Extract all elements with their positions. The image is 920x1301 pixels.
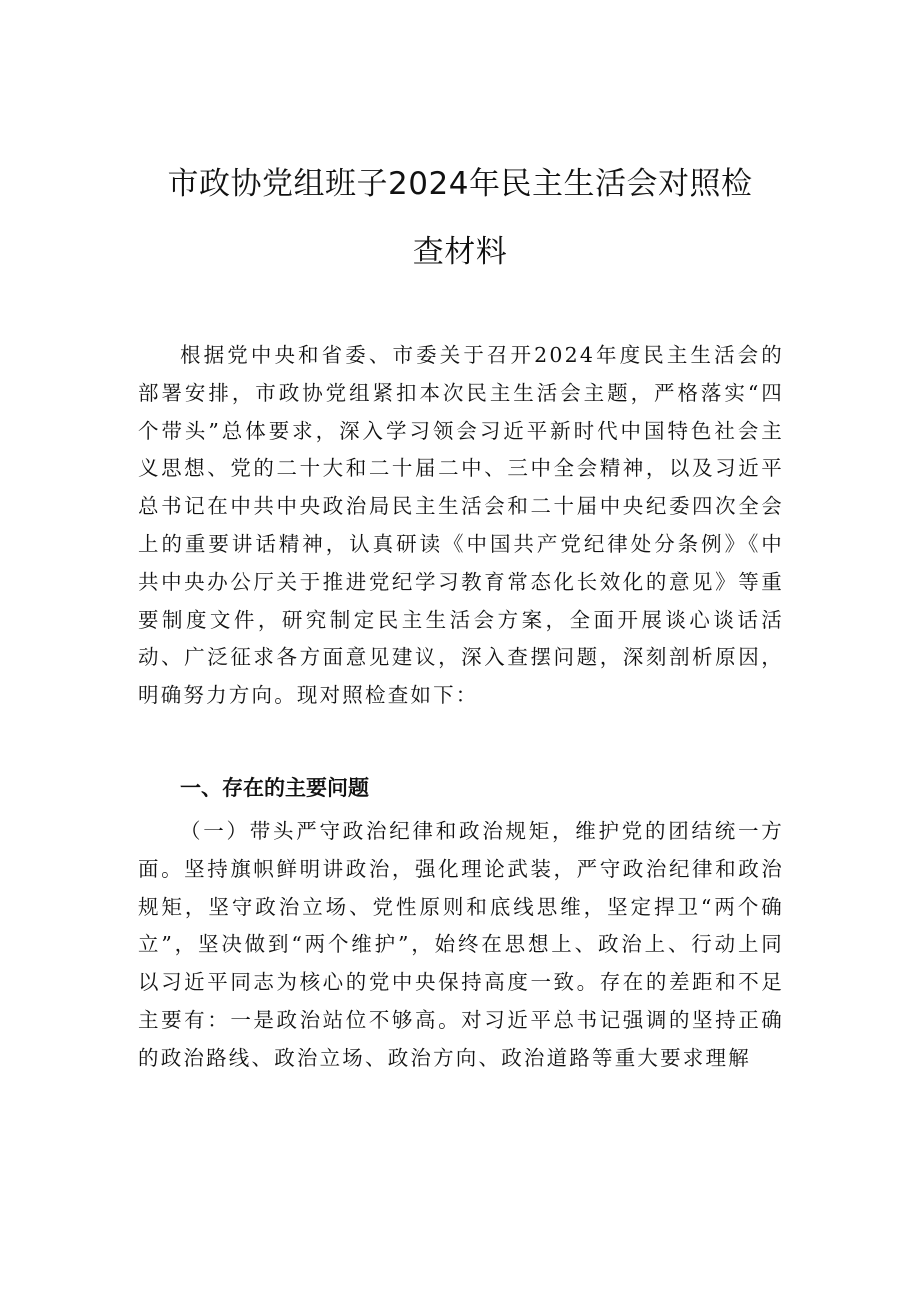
section-1-paragraph: （一）带头严守政治纪律和政治规矩，维护党的团结统一方面。坚持旗帜鲜明讲政治，强化理论武装，严守政治纪律和政治规矩，坚守政治立场、党性原则和底线思维，坚定捍卫“两个确立”，坚决做到“两个维护”，始终在思想上、政治上、行动上同以习近平同志为核心的党中央保持高度一致。存在的差距和不足主要有：一是政治站位不够高。对习近平总书记强调的坚持正确的政治路线、政治立场、政治方向、政治道路等重大要求理解: [138, 819, 784, 1070]
document-title-line-2: 查材料: [412, 234, 508, 270]
intro-paragraph: 根据党中央和省委、市委关于召开2024年度民主生活会的部署安排，市政协党组紧扣本次民主生活会主题，严格落实“四个带头”总体要求，深入学习领会习近平新时代中国特色社会主义思想、党的二十大和二十届二中、三中全会精神，以及习近平总书记在中共中央政治局民主生活会和二十届中央纪委四次全会上的重要讲话精神，认真研读《中国共产党纪律处分条例》《中共中央办公厅关于推进党纪学习教育常态化长效化的意见》等重要制度文件，研究制定民主生活会方案，全面开展谈心谈话活动、广泛征求各方面意见建议，深入查摆问题，深刻剖析原因，明确努力方向。现对照检查如下：: [138, 343, 784, 708]
document-title-line-1: 市政协党组班子2024年民主生活会对照检: [167, 166, 753, 202]
section-heading: 一、存在的主要问题: [180, 776, 369, 800]
